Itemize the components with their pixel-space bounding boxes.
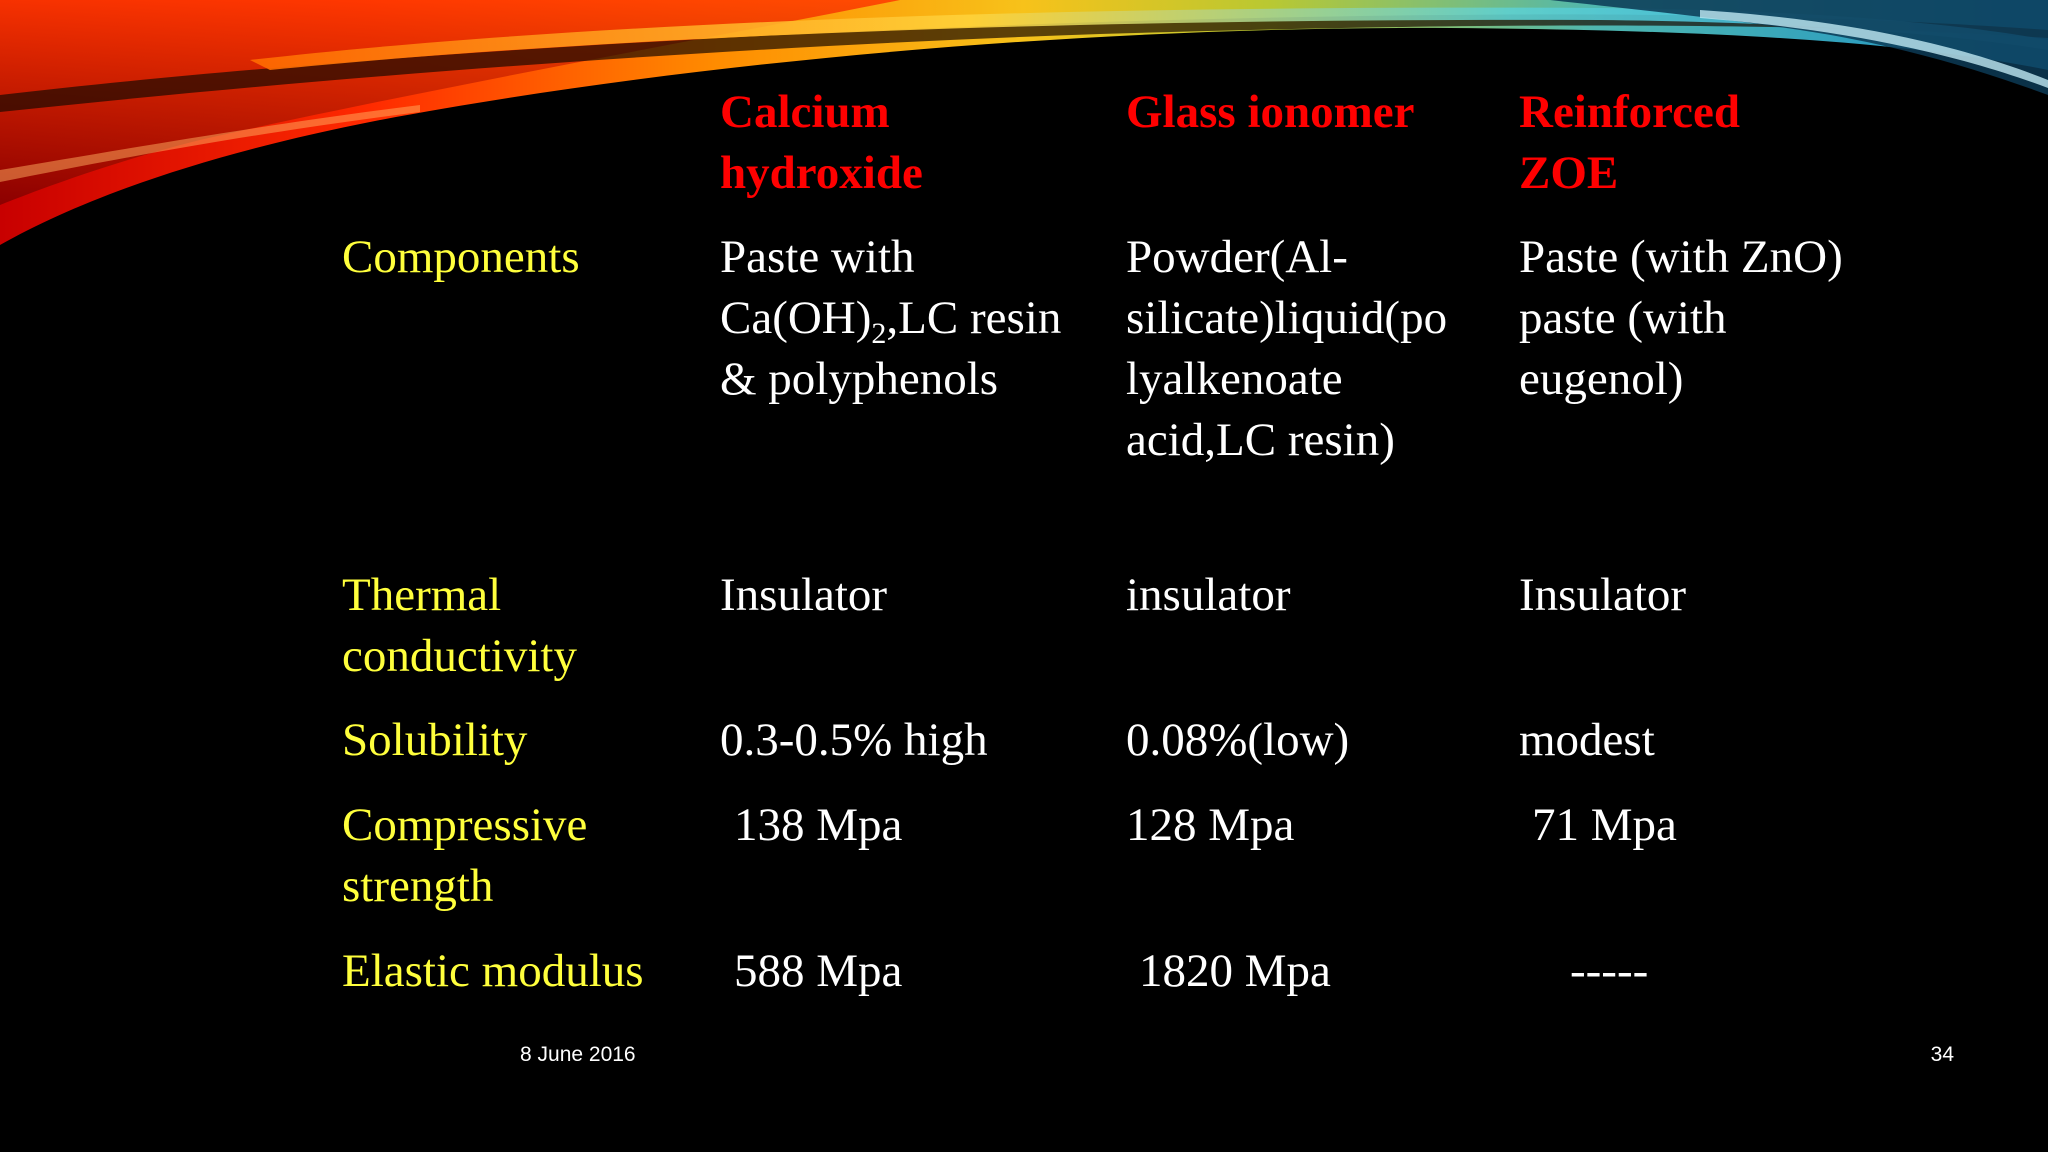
cell-components-calcium-hydroxide	[720, 227, 1061, 410]
cell-line: eugenol)	[1519, 353, 1684, 405]
header-reinforced-zoe	[1519, 82, 1740, 204]
label-line: strength	[342, 860, 494, 912]
cell-compressive-reinforced-zoe: 71 Mpa	[1532, 799, 1677, 851]
cell-line: acid,LC resin)	[1126, 414, 1395, 466]
cell-elastic-reinforced-zoe: -----	[1570, 945, 1649, 997]
label-line: Compressive	[342, 799, 588, 851]
cell-elastic-glass-ionomer: 1820 Mpa	[1139, 945, 1331, 997]
cell-line: lyalkenoate	[1126, 353, 1343, 405]
cell-components-glass-ionomer	[1126, 227, 1447, 471]
cell-line: Ca(OH)	[720, 292, 872, 344]
cell-line: Paste with	[720, 231, 915, 283]
cell-compressive-calcium-hydroxide: 138 Mpa	[734, 799, 903, 851]
header-line: hydroxide	[720, 147, 923, 199]
cell-line: silicate)liquid(po	[1126, 292, 1448, 344]
row-label-elastic-modulus: Elastic modulus	[342, 945, 644, 997]
header-line: Reinforced	[1519, 86, 1741, 138]
row-label-compressive-strength	[342, 795, 587, 917]
footer-date: 8 June 2016	[520, 1043, 636, 1066]
cell-line: ,LC resin	[886, 292, 1062, 344]
row-label-thermal-conductivity	[342, 565, 577, 687]
row-label-solubility: Solubility	[342, 714, 528, 766]
label-line: conductivity	[342, 630, 577, 682]
cell-line: & polyphenols	[720, 353, 999, 405]
cell-components-reinforced-zoe	[1519, 227, 1843, 410]
page-number: 34	[1930, 1043, 1954, 1066]
subscript: 2	[871, 317, 887, 350]
cell-line: Paste (with ZnO)	[1519, 231, 1843, 283]
header-line: Glass ionomer	[1126, 86, 1415, 138]
cell-solubility-calcium-hydroxide: 0.3-0.5% high	[720, 714, 988, 766]
label-line: Thermal	[342, 569, 502, 621]
cell-solubility-glass-ionomer: 0.08%(low)	[1126, 714, 1350, 766]
cell-line: Powder(Al-	[1126, 231, 1348, 283]
cell-line: paste (with	[1519, 292, 1727, 344]
cell-thermal-calcium-hydroxide: Insulator	[720, 569, 888, 621]
header-glass-ionomer	[1126, 82, 1415, 143]
cell-compressive-glass-ionomer: 128 Mpa	[1126, 799, 1295, 851]
row-label-components: Components	[342, 231, 580, 283]
header-line: ZOE	[1519, 147, 1619, 199]
cell-thermal-glass-ionomer: insulator	[1126, 569, 1291, 621]
header-line: Calcium	[720, 86, 890, 138]
cell-elastic-calcium-hydroxide: 588 Mpa	[734, 945, 903, 997]
header-calcium-hydroxide	[720, 82, 923, 204]
cell-thermal-reinforced-zoe: Insulator	[1519, 569, 1687, 621]
cell-solubility-reinforced-zoe: modest	[1519, 714, 1655, 766]
